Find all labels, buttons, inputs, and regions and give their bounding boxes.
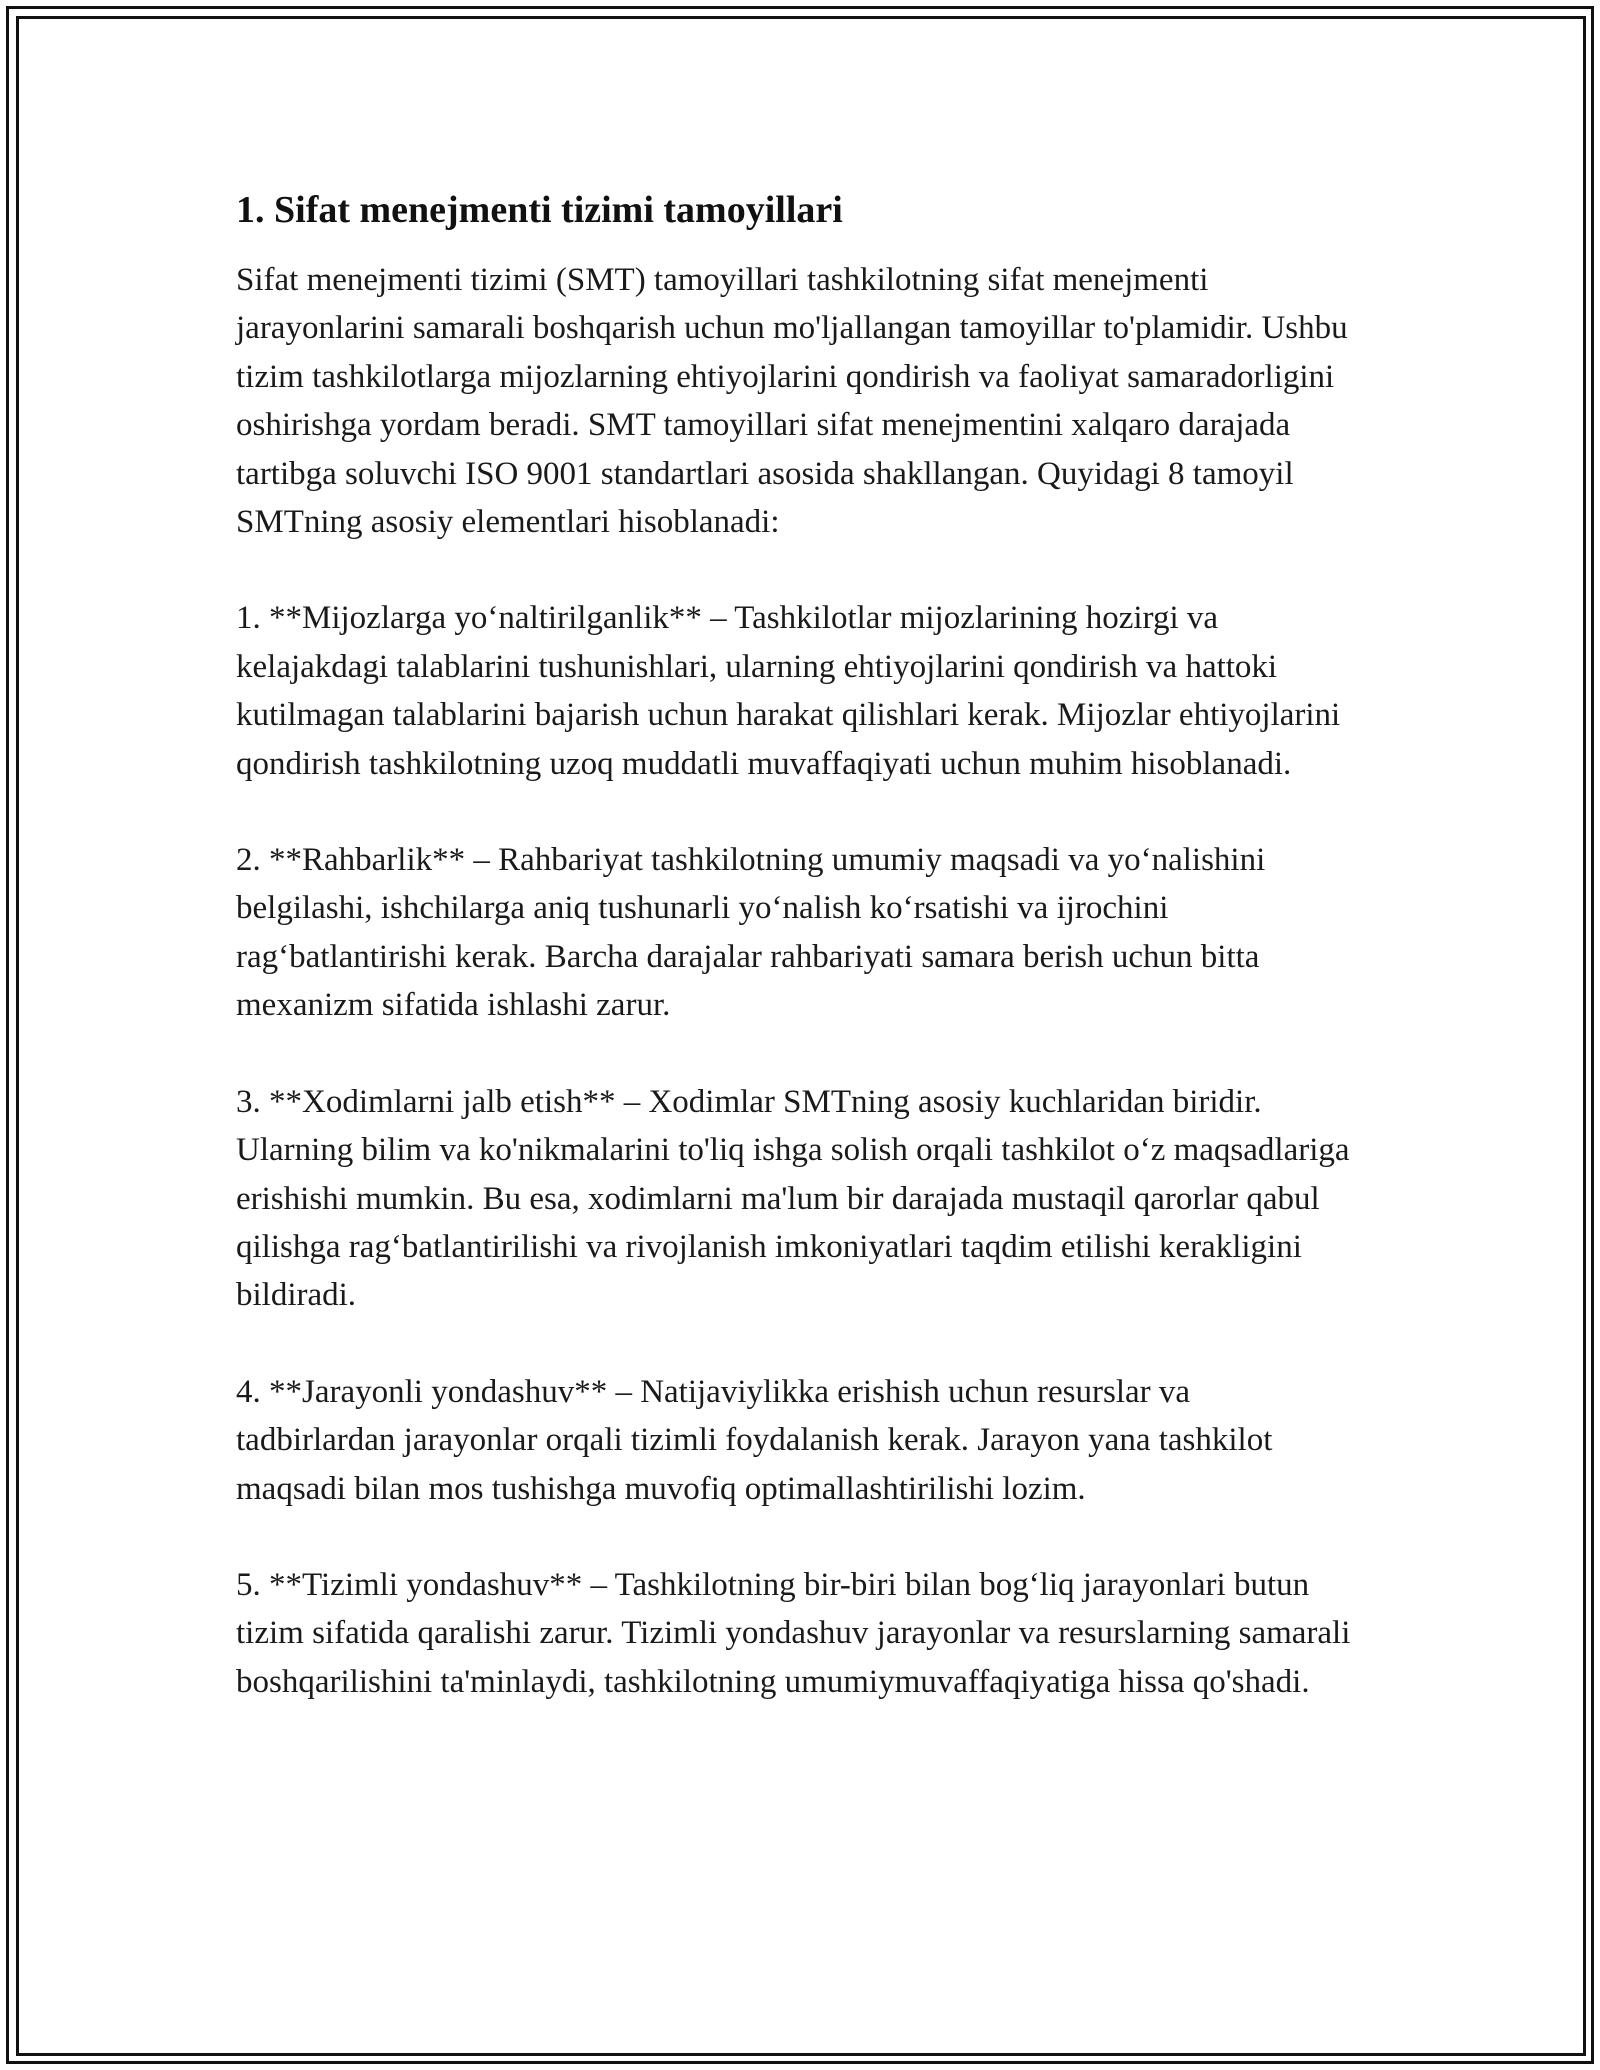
principle-paragraph-4: 4. **Jarayonli yondashuv** – Natijaviylikka erishish uchun resurslar va tadbirlardan jarayonlar orqali tizimli foydalanish kerak. Jarayon yana tashkilot maqsadi bilan mos tushishga muvofiq optimallashtirilishi lozim. [236, 1373, 1273, 1507]
principle-paragraph-1: 1. **Mijozlarga yo‘naltirilganlik** – Tashkilotlar mijozlarining hozirgi va kelajakdagi talablarini tushunishlari, ularning ehtiyojlarini qondirish va hattoki kutilmagan talablarini bajarish uchun harakat qilishlari kerak. Mijozlar ehtiyojlarini qondirish tashkilotning uzoq muddatli muvaffaqiyati uchun muhim hisoblanadi. [236, 600, 1341, 782]
principle-paragraph-2: 2. **Rahbarlik** – Rahbariyat tashkilotning umumiy maqsadi va yo‘nalishini belgilashi, ishchilarga aniq tushunarli yo‘nalish ko‘rsatishi va ijrochini rag‘batlantirishi kerak. Barcha darajalar rahbariyati samara berish uchun bitta mexanizm sifatida ishlashi zarur. [236, 842, 1266, 1024]
principle-paragraph-3: 3. **Xodimlarni jalb etish** – Xodimlar SMTning asosiy kuchlaridan biridir. Ularning bilim va ko'nikmalarini to'liq ishga solish orqali tashkilot o‘z maqsadlariga erishishi mumkin. Bu esa, xodimlarni ma'lum bir darajada mustaqil qarorlar qabul qilishga rag‘batlantirilishi va rivojlanish imkoniyatlari taqdim etilishi kerakligini bildiradi. [236, 1083, 1350, 1314]
principle-paragraph-5: 5. **Tizimli yondashuv** – Tashkilotning bir-biri bilan bog‘liq jarayonlari butun tizim sifatida qaralishi zarur. Tizimli yondashuv jarayonlar va resurslarning samarali boshqarilishini ta'minlaydi, tashkilotning umumiymuvaffaqiyatiga hissa qo'shadi. [236, 1566, 1351, 1700]
document-body [236, 186, 1356, 1754]
document-title: 1. Sifat menejmenti tizimi tamoyillari [236, 189, 843, 231]
intro-paragraph: Sifat menejmenti tizimi (SMT) tamoyillari tashkilotning sifat menejmenti jarayonlarini samarali boshqarish uchun mo'ljallangan tamoyillar to'plamidir. Ushbu tizim tashkilotlarga mijozlarning ehtiyojlarini qondirish va faoliyat samaradorligini oshirishga yordam beradi. SMT tamoyillari sifat menejmentini xalqaro darajada tartibga soluvchi ISO 9001 standartlari asosida shakllangan. Quyidagi 8 tamoyil SMTning asosiy elementlari hisoblanadi: [236, 262, 1348, 541]
